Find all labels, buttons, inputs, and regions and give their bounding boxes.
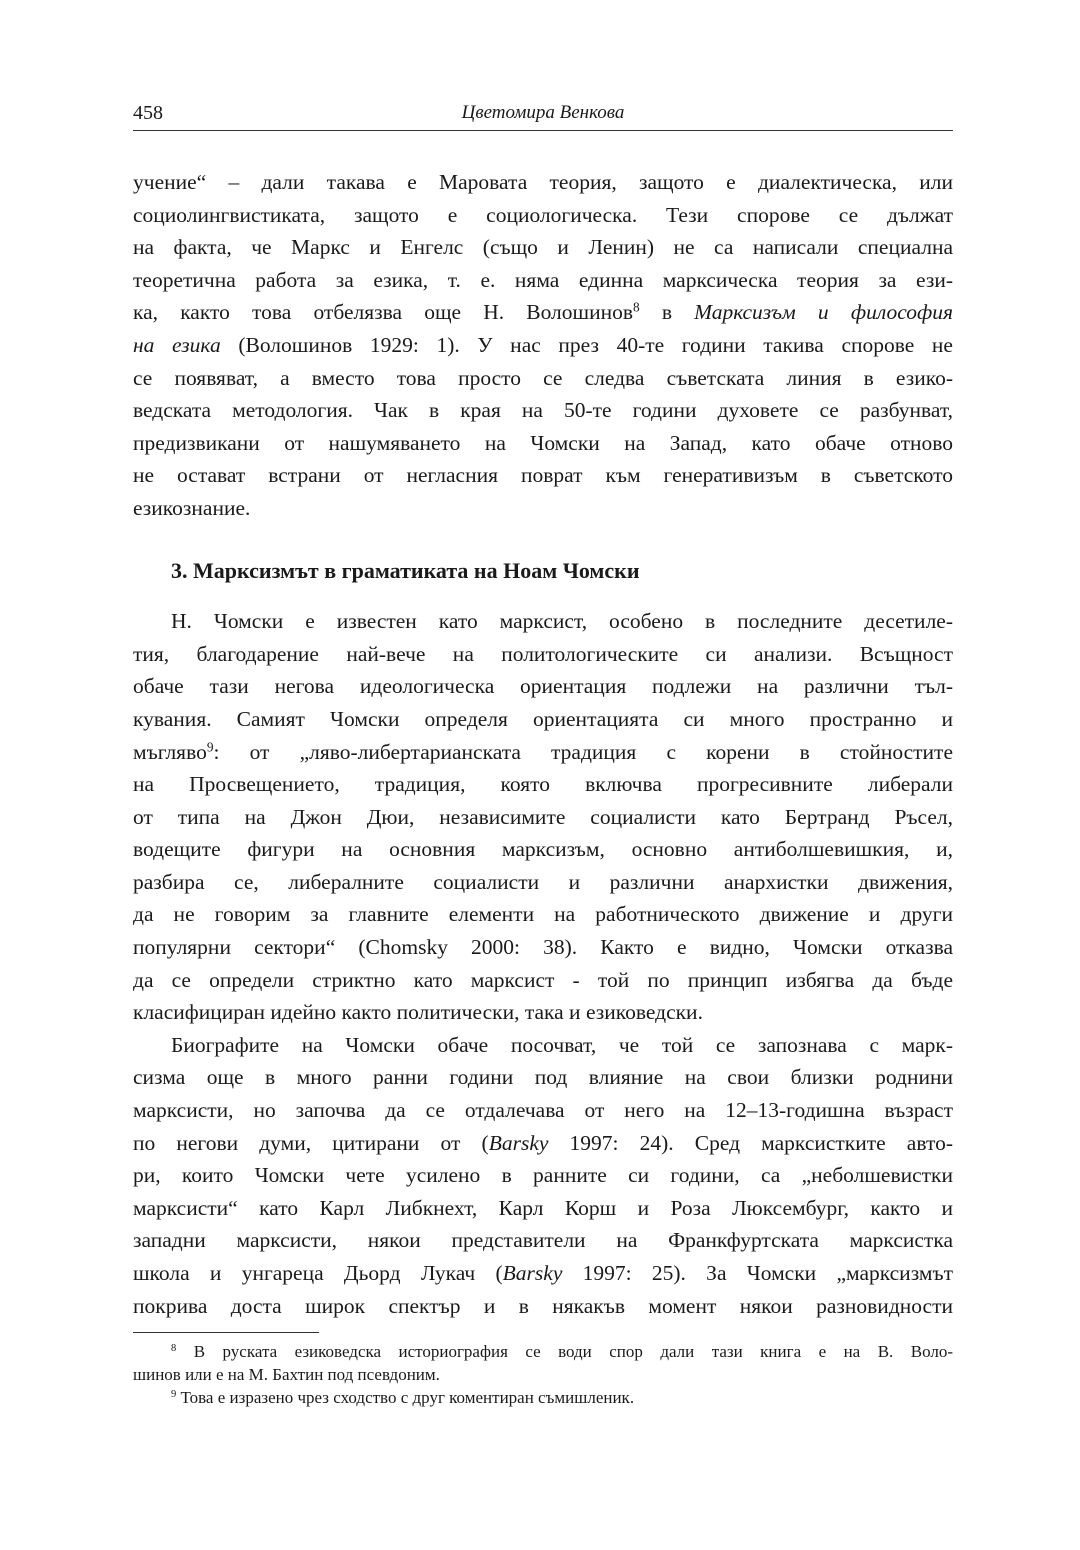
text-run: сизма още в много ранни години под влияние на свои близки роднини: [133, 1065, 953, 1090]
text-run: водещите фигури на основния марксизъм, основно антиболшевишкия, и,: [133, 837, 953, 862]
footnote-line: [133, 1386, 953, 1409]
text-run: обаче тази негова идеологическа ориентация подлежи на различни тъл-: [133, 674, 953, 699]
text-run: на Просвещението, традиция, която включва прогресивните либерали: [133, 772, 953, 797]
text-run: популярни сектори“ (Chomsky 2000: 38). Както е видно, Чомски отказва: [133, 935, 953, 960]
text-run: разбира се, либералните социалисти и различни анархистки движения,: [133, 869, 953, 894]
text-run: от типа на Джон Дюи, независимите социалисти като Бертранд Ръсел,: [133, 804, 953, 829]
text-run: школа и унгареца Дьорд Лукач (: [133, 1261, 503, 1285]
footnote-divider: [133, 1332, 319, 1333]
text-line: [133, 964, 953, 997]
text-run: кувания. Самият Чомски определя ориентацията си много пространно и: [133, 706, 953, 731]
text-line: [133, 1127, 953, 1160]
text-run: на факта, че Маркс и Енгелс (също и Ленин) не са написали специална: [133, 235, 953, 260]
text-line: [133, 296, 953, 329]
text-run: Н. Чомски е известен като марксист, особено в последните десетиле-: [171, 609, 953, 634]
footnote-line: [133, 1340, 953, 1363]
text-run: учение“ – дали такава е Маровата теория, защото е диалектическа, или: [133, 170, 953, 194]
text-line: [133, 801, 953, 834]
footnote-marker: 9: [206, 739, 214, 755]
running-title: Цветомира Венкова: [461, 102, 625, 123]
text-run: класифициран идейно както политически, така и езиковедски.: [133, 1000, 703, 1025]
text-run: Това е изразено чрез сходство с друг коментиран съмишленик.: [176, 1388, 635, 1407]
text-line: [133, 996, 953, 1029]
text-line: [133, 898, 953, 931]
text-run: ведската методология. Чак в края на 50-те години духовете се разбунват,: [133, 398, 953, 423]
text-run: марксисти“ като Карл Либкнехт, Карл Корш и Роза Люксембург, както и: [133, 1195, 953, 1220]
text-run: шинов или е на М. Бахтин под псевдоним.: [133, 1365, 440, 1384]
text-line: [133, 1094, 953, 1127]
text-run: 1997: 24). Сред марксистките авто-: [548, 1130, 953, 1155]
text-line: [133, 833, 953, 866]
text-run: В руската езиковедска историография се води спор дали тази книга е на В. Воло-: [176, 1342, 953, 1361]
text-run: не остават встрани от негласния поврат към генеративизъм в съветското: [133, 463, 953, 488]
footnote-marker: 8: [633, 300, 640, 316]
text-run: покрива доста широк спектър и в някакъв момент някои разновидности: [133, 1293, 953, 1318]
text-run: тия, благодарение най-вече на политологическите си анализи. Всъщност: [133, 641, 953, 666]
text-line: [133, 362, 953, 395]
text-run: марксисти, но започва да се отдалечава от него на 12–13-годишна възраст: [133, 1098, 953, 1123]
page-header: [133, 100, 953, 131]
text-run: в: [639, 300, 695, 325]
text-run: ри, които Чомски чете усилено в ранните си години, са „неболшевистки: [133, 1163, 953, 1188]
text-line: [133, 459, 953, 492]
page-number: 458: [133, 102, 163, 124]
text-line: [133, 264, 953, 297]
text-line: [133, 231, 953, 264]
text-line: [133, 866, 953, 899]
text-line: [133, 329, 953, 362]
footnotes: [133, 1340, 953, 1409]
text-run: да не говорим за главните елементи на работническото движение и други: [133, 902, 953, 927]
footnote-marker: 8: [171, 1343, 177, 1355]
text-line: [133, 670, 953, 703]
text-line: [133, 394, 953, 427]
text-line: [133, 1061, 953, 1094]
text-run: да се определи стриктно като марксист ‑ той по принцип избягва да бъде: [133, 967, 953, 992]
text-run: по негови думи, цитирани от (: [133, 1130, 489, 1155]
text-line: [133, 931, 953, 964]
text-line: [133, 1224, 953, 1257]
italic-text: на езика: [133, 332, 221, 357]
text-line: [133, 1029, 953, 1062]
paragraph-2: [133, 605, 953, 1029]
text-line: [133, 605, 953, 638]
text-run: западни марксисти, някои представители на Франкфуртската марксистка: [133, 1228, 953, 1253]
paragraph-1: [133, 166, 953, 525]
text-run: : от „ляво-либертарианската традиция с корени в стойностите: [213, 739, 953, 764]
text-run: 1997: 25). За Чомски „марксизмът: [562, 1261, 953, 1285]
italic-text: Barsky: [502, 1261, 563, 1285]
text-run: предизвикани от нашумяването на Чомски на Запад, като обаче отново: [133, 430, 953, 455]
text-line: [133, 1290, 953, 1323]
text-run: ка, както това отбелязва още Н. Волошинов: [133, 300, 634, 325]
text-line: [133, 768, 953, 801]
text-line: [133, 1192, 953, 1225]
text-run: теоретична работа за езика, т. е. няма единна марксическа теория за ези-: [133, 267, 953, 292]
paragraph-3: [133, 1029, 953, 1322]
text-line: [133, 736, 953, 769]
text-run: се появяват, а вместо това просто се следва съветската линия в езико-: [133, 365, 953, 390]
footnote-marker: 9: [171, 1389, 177, 1401]
text-run: езикознание.: [133, 495, 251, 520]
italic-text: Марксизъм и философия: [694, 300, 953, 325]
text-run: социолингвистиката, защото е социологическа. Тези спорове се дължат: [133, 202, 953, 227]
text-line: [133, 703, 953, 736]
text-run: мъгляво: [133, 739, 207, 764]
text-line: [133, 199, 953, 232]
body-text: [133, 166, 953, 1322]
text-line: [133, 638, 953, 671]
text-run: (Волошинов 1929: 1). У нас през 40-те години такива спорове не: [220, 332, 953, 357]
section-heading: 3. Марксизмът в граматиката на Ноам Чомски: [171, 557, 640, 583]
footnote-line: [133, 1363, 953, 1386]
text-line: [133, 1257, 953, 1290]
text-run: Биографите на Чомски обаче посочват, че той се запознава с марк-: [171, 1032, 953, 1057]
text-line: [133, 492, 953, 525]
text-line: [133, 1159, 953, 1192]
text-line: [133, 166, 953, 199]
italic-text: Barsky: [488, 1130, 549, 1155]
text-line: [133, 427, 953, 460]
